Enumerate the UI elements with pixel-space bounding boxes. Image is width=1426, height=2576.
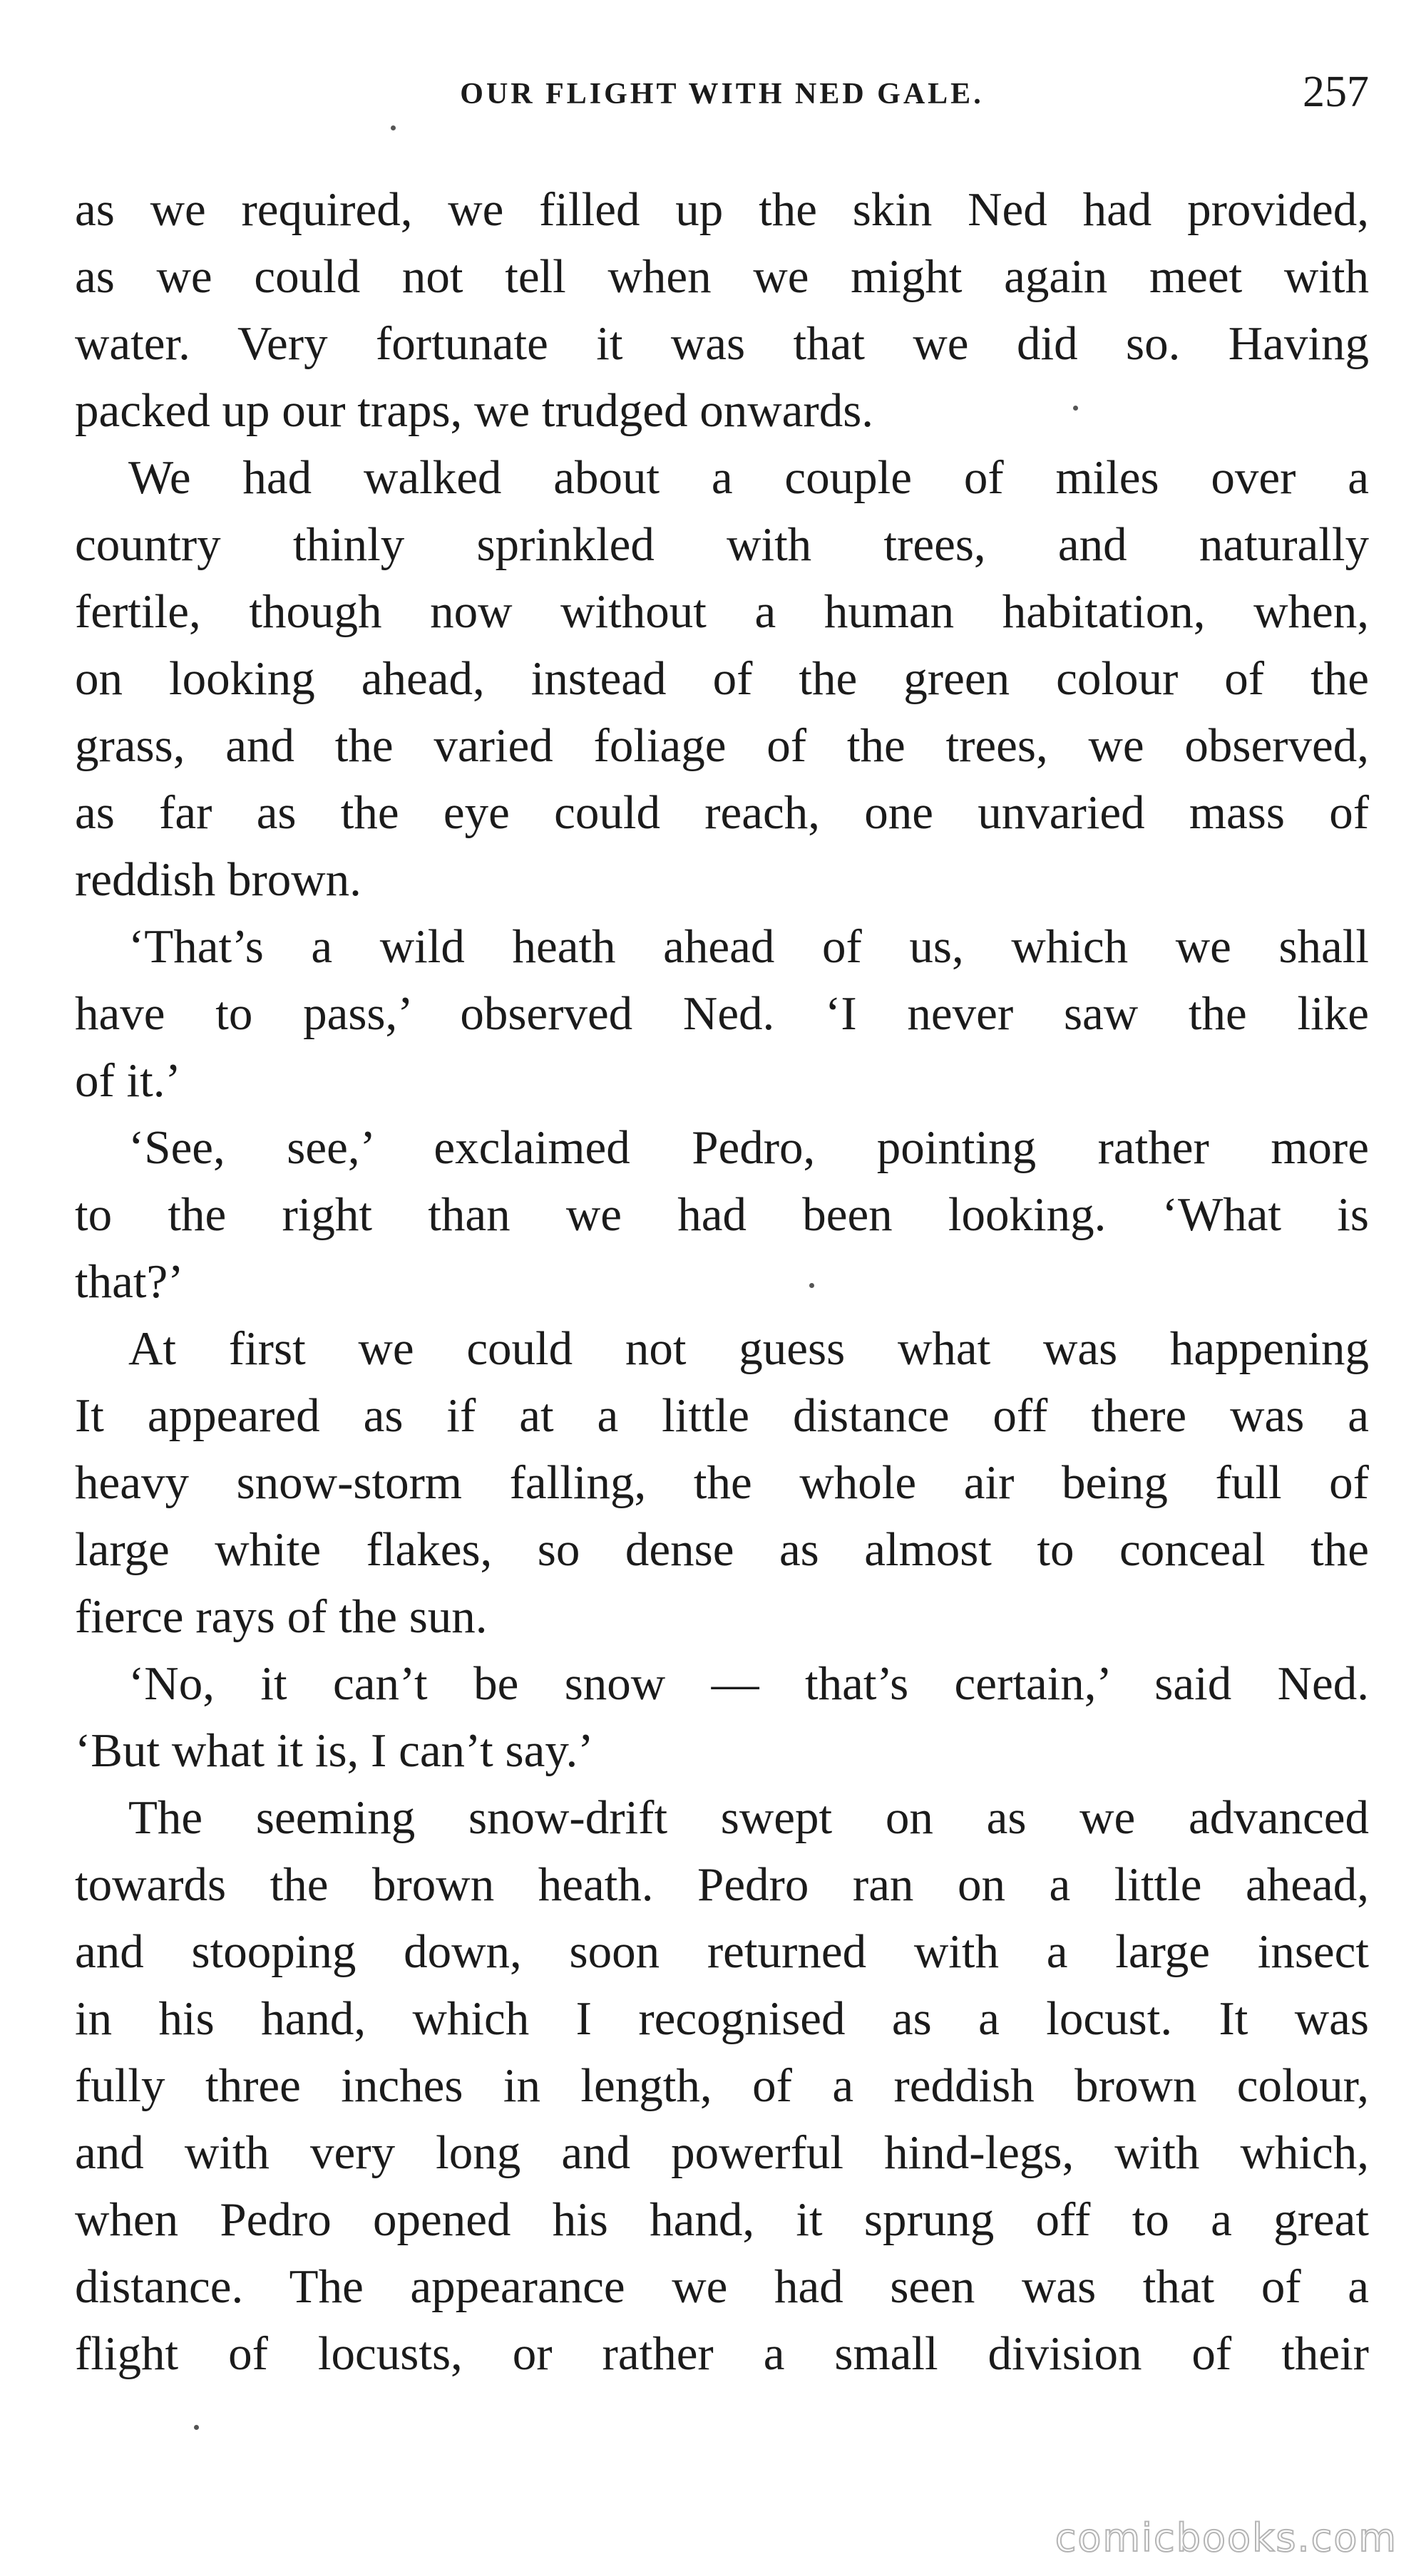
running-head (75, 63, 1369, 127)
text-line: flight of locusts, or rather a small division of their (75, 2327, 1369, 2380)
text-line: ‘No, it can’t be snow — that’s certain,’ said Ned. (128, 1657, 1369, 1710)
text-line: of it.’ (75, 1054, 181, 1107)
body-text (75, 176, 1369, 2387)
text-line: in his hand, which I recognised as a locust. It was (75, 1992, 1369, 2045)
running-title: OUR FLIGHT WITH NED GALE. (460, 78, 984, 110)
text-line: The seeming snow-drift swept on as we advanced (128, 1791, 1369, 1844)
text-line: water. Very fortunate it was that we did so. Having (75, 317, 1369, 370)
text-line: to the right than we had been looking. ‘What is (75, 1188, 1369, 1241)
text-line: ‘But what it is, I can’t say.’ (75, 1724, 594, 1777)
text-line: have to pass,’ observed Ned. ‘I never saw the like (75, 987, 1369, 1040)
text-line: and with very long and powerful hind-legs, with which, (75, 2126, 1369, 2179)
text-line: and stooping down, soon returned with a large insect (75, 1925, 1369, 1978)
text-line: At first we could not guess what was happening (128, 1322, 1369, 1375)
text-line: that?’ (75, 1255, 184, 1308)
text-line: packed up our traps, we trudged onwards. (75, 384, 874, 437)
text-line: large white flakes, so dense as almost to conceal the (75, 1523, 1369, 1576)
text-line: ‘See, see,’ exclaimed Pedro, pointing rather more (128, 1121, 1369, 1174)
text-line: fully three inches in length, of a reddish brown colour, (75, 2059, 1369, 2112)
text-line: heavy snow-storm falling, the whole air being full of (75, 1456, 1369, 1509)
text-line: as we could not tell when we might again meet with (75, 250, 1369, 303)
text-line: towards the brown heath. Pedro ran on a little ahead, (75, 1858, 1369, 1911)
watermark: comicbooks.com (1055, 2515, 1397, 2560)
text-line: distance. The appearance we had seen was that of a (75, 2260, 1369, 2313)
text-line: ‘That’s a wild heath ahead of us, which we shall (128, 920, 1369, 973)
text-line: reddish brown. (75, 853, 361, 906)
page-number: 257 (1303, 68, 1369, 116)
text-line: fierce rays of the sun. (75, 1590, 488, 1643)
text-line: as far as the eye could reach, one unvaried mass of (75, 786, 1369, 839)
text-line: as we required, we filled up the skin Ned had provided, (75, 183, 1369, 236)
text-line: fertile, though now without a human habitation, when, (75, 585, 1369, 638)
text-line: It appeared as if at a little distance off there was a (75, 1389, 1369, 1442)
text-line: grass, and the varied foliage of the trees, we observed, (75, 719, 1369, 772)
text-line: We had walked about a couple of miles over a (128, 451, 1369, 504)
text-line: when Pedro opened his hand, it sprung off to a great (75, 2193, 1369, 2246)
text-line: country thinly sprinkled with trees, and naturally (75, 518, 1369, 571)
text-line: on looking ahead, instead of the green colour of the (75, 652, 1369, 705)
ink-speck (194, 2425, 199, 2430)
